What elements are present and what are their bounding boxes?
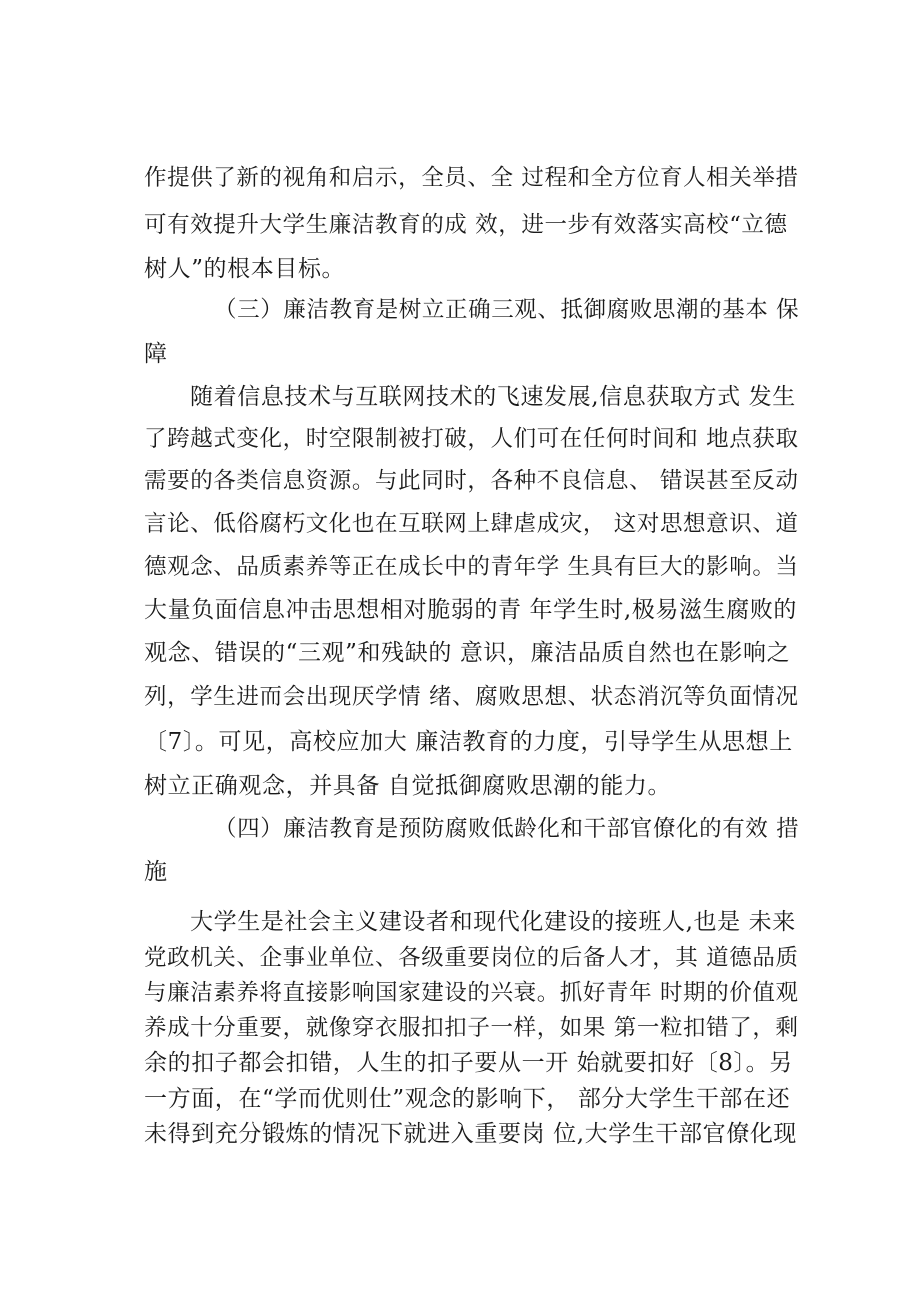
- section-heading: （三）廉洁教育是树立正确三观、抵御腐败思潮的基本 保: [214, 297, 800, 323]
- paragraph-line: 养成十分重要，就像穿衣服扣扣子一样，如果 第一粒扣错了，剩: [144, 1015, 799, 1041]
- paragraph-line: 党政机关、企事业单位、各级重要岗位的后备人才，其 道德品质: [144, 945, 799, 971]
- section-heading: 施: [144, 859, 168, 885]
- paragraph-line: 了跨越式变化，时空限制被打破，人们可在任何时间和 地点获取: [144, 426, 799, 452]
- paragraph-line: 〔7〕。可见，高校应加大 廉洁教育的力度，引导学生从思想上: [144, 729, 793, 755]
- paragraph-line: 树人”的根本目标。: [144, 256, 346, 282]
- paragraph-line: 随着信息技术与互联网技术的飞速发展,信息获取方式 发生: [190, 384, 796, 410]
- paragraph-line: 未得到充分锻炼的情况下就进入重要岗 位,大学生干部官僚化现: [144, 1121, 798, 1147]
- paragraph-line: 与廉洁素养将直接影响国家建设的兴衰。抓好青年 时期的价值观: [144, 980, 799, 1006]
- paragraph-line: 德观念、品质素养等正在成长中的青年学 生具有巨大的影响。当: [144, 554, 799, 580]
- paragraph-line: 一方面，在“学而优则仕”观念的影响下， 部分大学生干部在还: [144, 1086, 791, 1112]
- paragraph-line: 可有效提升大学生廉洁教育的成 效，进一步有效落实高校“立德: [144, 212, 788, 238]
- paragraph-line: 需要的各类信息资源。与此同时，各种不良信息、 错误甚至反动: [144, 468, 799, 494]
- paragraph-line: 列，学生进而会出现厌学情 绪、腐败思想、状态消沉等负面情况: [144, 684, 799, 710]
- paragraph-line: 树立正确观念，并具备 自觉抵御腐败思潮的能力。: [144, 773, 672, 799]
- paragraph-line: 余的扣子都会扣错，人生的扣子要从一开 始就要扣好〔8〕。另: [144, 1050, 793, 1076]
- paragraph-line: 大学生是社会主义建设者和现代化建设的接班人,也是 未来: [190, 909, 796, 935]
- paragraph-line: 观念、错误的“三观”和残缺的 意识，廉洁品质自然也在影响之: [144, 640, 791, 666]
- paragraph-line: 大量负面信息冲击思想相对脆弱的青 年学生时,极易滋生腐败的: [144, 597, 798, 623]
- paragraph-line: 作提供了新的视角和启示，全员、全 过程和全方位育人相关举措: [144, 165, 799, 191]
- section-heading: 障: [144, 341, 168, 367]
- paragraph-line: 言论、低俗腐朽文化也在互联网上肆虐成灾， 这对思想意识、道: [144, 511, 799, 537]
- section-heading: （四）廉洁教育是预防腐败低龄化和干部官僚化的有效 措: [214, 816, 800, 842]
